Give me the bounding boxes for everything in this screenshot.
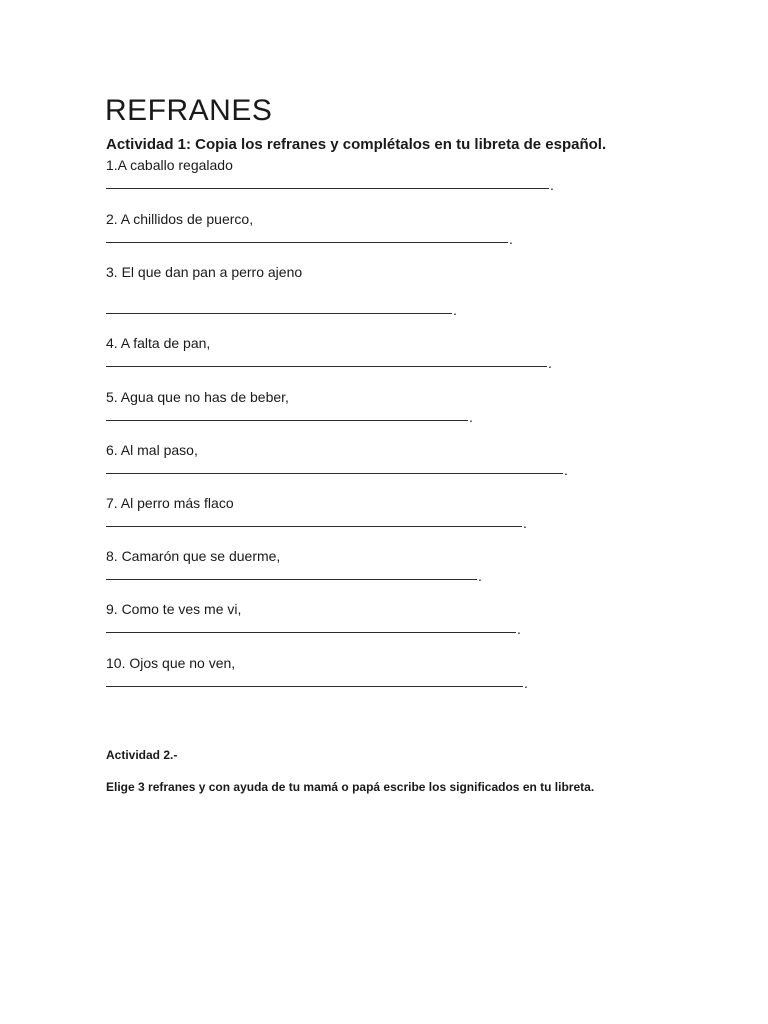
answer-line — [106, 241, 508, 243]
refran-item-6 — [106, 441, 198, 459]
answer-line — [106, 472, 563, 474]
line-end-mark: . — [550, 177, 554, 193]
answer-line — [106, 525, 522, 527]
line-end-mark: . — [524, 675, 528, 691]
refran-label: 9. Como te ves me vi, — [106, 601, 242, 617]
refran-label: 7. Al perro más flaco — [106, 495, 234, 511]
refran-item-5 — [106, 388, 289, 406]
answer-line — [106, 685, 523, 687]
refran-item-10 — [106, 654, 235, 672]
answer-line — [106, 419, 468, 421]
line-end-mark: . — [478, 568, 482, 584]
line-end-mark: . — [517, 621, 521, 637]
refran-label: 4. A falta de pan, — [106, 335, 211, 351]
refran-item-8 — [106, 547, 280, 565]
line-end-mark: . — [564, 462, 568, 478]
refran-item-9 — [106, 600, 241, 618]
line-end-mark: . — [453, 302, 457, 318]
activity-2-instructions: Elige 3 refranes y con ayuda de tu mamá o papá escribe los significados en tu libreta. — [106, 780, 595, 794]
answer-line — [106, 631, 516, 633]
line-end-mark: . — [509, 231, 513, 247]
refran-item-2 — [106, 210, 253, 228]
refran-item-1 — [106, 156, 233, 174]
refran-item-7 — [106, 494, 234, 512]
answer-line — [106, 578, 477, 580]
line-end-mark: . — [469, 409, 473, 425]
refran-label: 2. A chillidos de puerco, — [106, 211, 254, 227]
page-title: REFRANES — [105, 94, 273, 127]
activity-2-heading: Actividad 2.- — [106, 748, 178, 762]
line-end-mark: . — [523, 515, 527, 531]
refran-label: 10. Ojos que no ven, — [106, 655, 236, 671]
answer-line — [106, 312, 452, 314]
answer-line — [106, 187, 549, 189]
refran-label: 6. Al mal paso, — [106, 442, 198, 458]
refran-label: 5. Agua que no has de beber, — [106, 389, 289, 405]
refran-item-4 — [106, 334, 210, 352]
activity-1-heading: Actividad 1: Copia los refranes y complétalos en tu libreta de español. — [106, 136, 607, 153]
line-end-mark: . — [548, 355, 552, 371]
answer-line — [106, 365, 547, 367]
refran-label: 3. El que dan pan a perro ajeno — [106, 264, 303, 280]
refran-item-3 — [106, 263, 302, 281]
refran-label: 8. Camarón que se duerme, — [106, 548, 281, 564]
refran-label: 1.A caballo regalado — [106, 157, 233, 173]
